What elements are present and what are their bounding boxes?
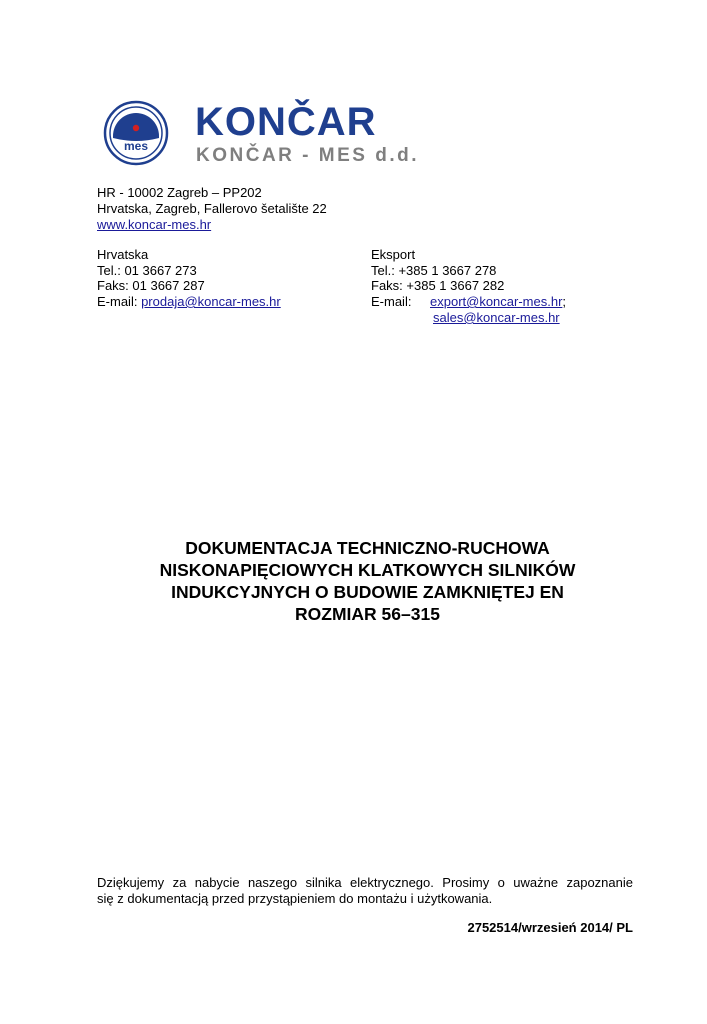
address-line-2: Hrvatska, Zagreb, Fallerovo šetalište 22 xyxy=(97,201,327,216)
export-heading: Eksport xyxy=(371,247,416,262)
title-line-2: NISKONAPIĘCIOWYCH KLATKOWYCH SILNIKÓW xyxy=(159,560,576,580)
emblem-text: mes xyxy=(123,139,149,153)
document-number: 2752514/wrzesień 2014/ PL xyxy=(467,920,633,935)
sales-email-link[interactable]: sales@koncar-mes.hr xyxy=(433,310,560,325)
thanks-line-1: Dziękujemy za nabycie naszego silnika elektrycznego. Prosimy o uważne zapoznanie xyxy=(97,875,633,890)
website-link[interactable]: www.koncar-mes.hr xyxy=(97,217,212,232)
email-separator: ; xyxy=(562,294,567,309)
export-email-label: E-mail: xyxy=(371,294,412,309)
brand-name: KONČAR xyxy=(195,100,377,144)
domestic-heading: Hrvatska xyxy=(97,247,149,262)
brand-subtitle: KONČAR - MES d.d. xyxy=(196,145,419,166)
address-line-1: HR - 10002 Zagreb – PP202 xyxy=(97,185,262,200)
export-email-link[interactable]: export@koncar-mes.hr xyxy=(430,294,563,309)
domestic-email-label: E-mail: xyxy=(97,294,138,309)
export-fax: Faks: +385 1 3667 282 xyxy=(371,278,505,293)
domestic-fax: Faks: 01 3667 287 xyxy=(97,278,205,293)
document-title xyxy=(100,537,635,625)
domestic-tel: Tel.: 01 3667 273 xyxy=(97,263,197,278)
title-line-1: DOKUMENTACJA TECHNICZNO-RUCHOWA xyxy=(185,538,550,558)
export-email-row xyxy=(430,294,566,310)
export-tel: Tel.: +385 1 3667 278 xyxy=(371,263,497,278)
domestic-email-link[interactable]: prodaja@koncar-mes.hr xyxy=(141,294,281,309)
title-line-3: INDUKCYJNYCH O BUDOWIE ZAMKNIĘTEJ EN xyxy=(171,582,564,602)
koncar-mes-logo-emblem xyxy=(102,100,170,166)
title-line-4: ROZMIAR 56–315 xyxy=(295,604,440,624)
thanks-line-2: się z dokumentacją przed przystąpieniem do montażu i użytkowania. xyxy=(97,891,493,906)
thanks-paragraph xyxy=(97,875,633,907)
domestic-email-row xyxy=(97,294,281,310)
